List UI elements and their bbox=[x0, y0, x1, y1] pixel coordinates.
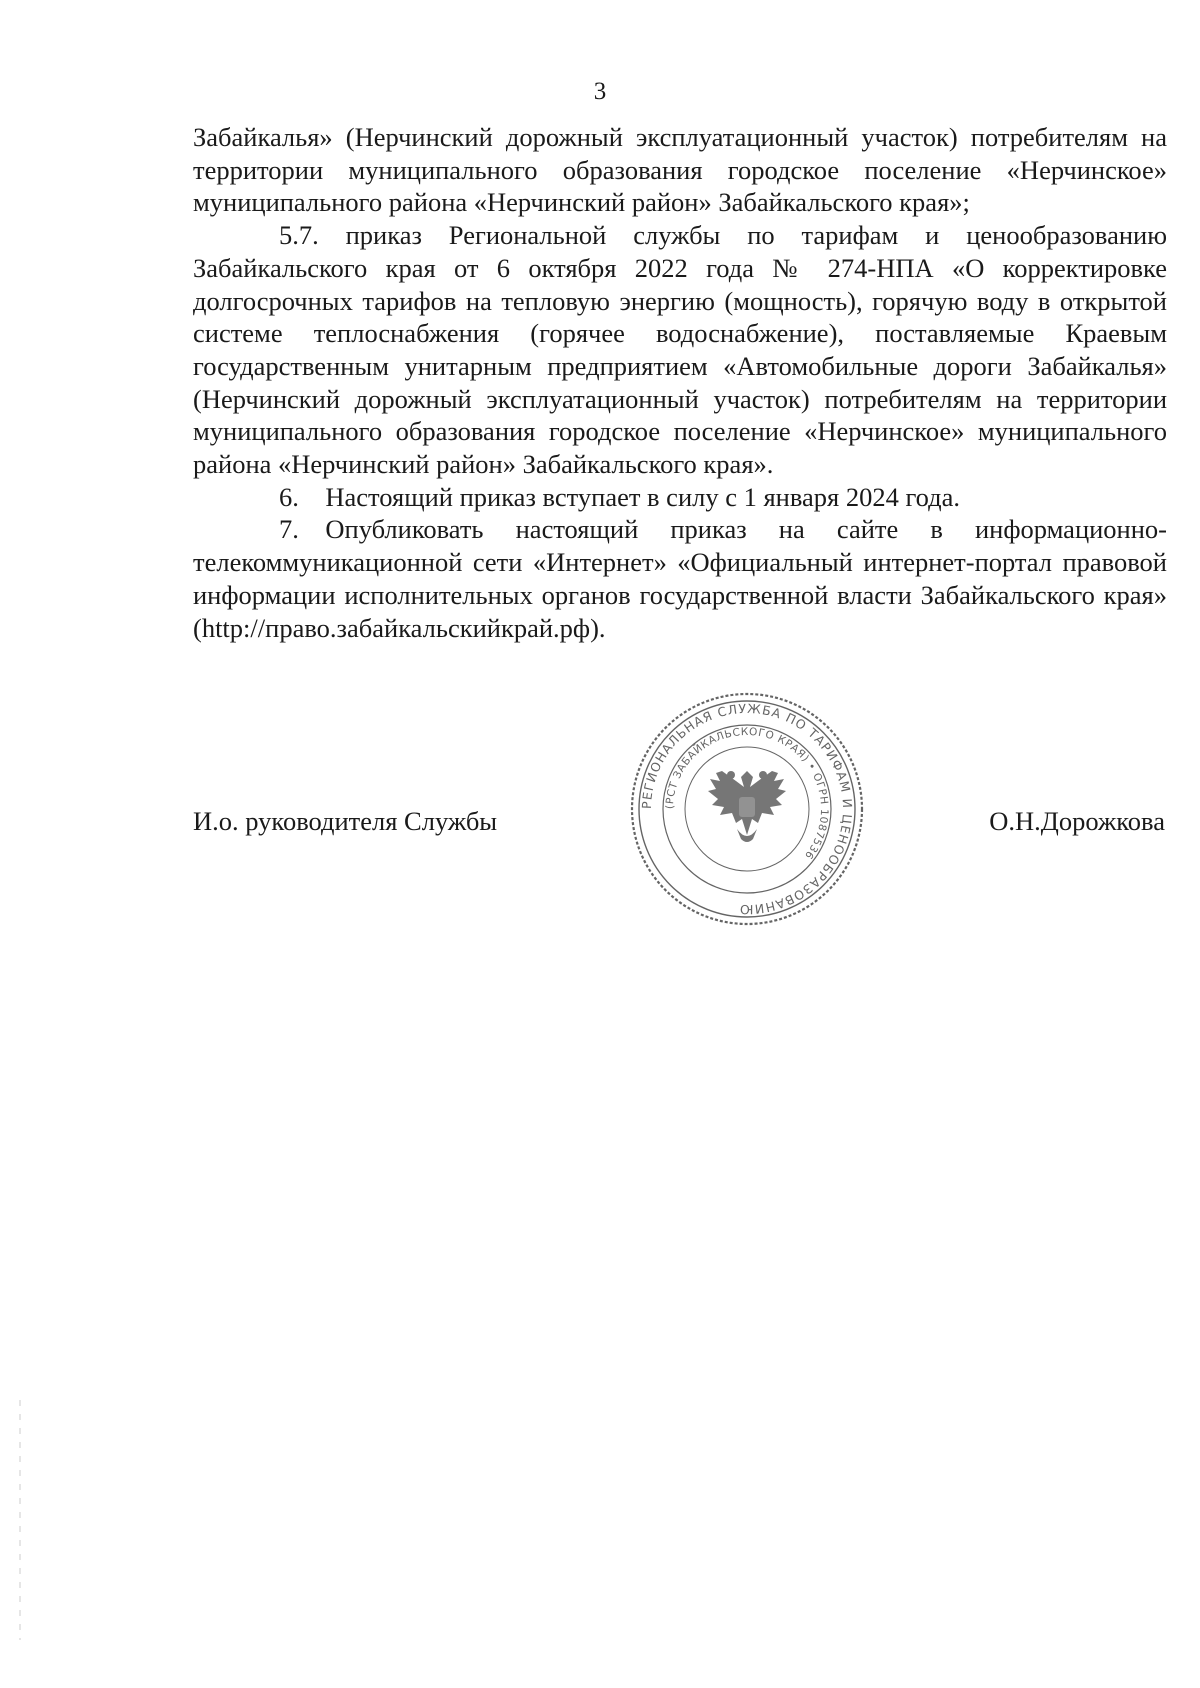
seal-graphic bbox=[627, 689, 867, 929]
paragraph-item-7: 7. Опубликовать настоящий приказ на сайте в информационно-телекоммуникационной сети «Интернет» «Официальный интернет-портал правовой информации исполнительных органов государственной власти Забайкальского края» (http://право.забайкальскийкрай.рф). bbox=[193, 514, 1167, 643]
double-headed-eagle-emblem bbox=[708, 771, 786, 842]
paragraph-continuation: Забайкалья» (Нерчинский дорожный эксплуатационный участок) потребителям на территории муниципального образования городское поселение «Нерчинское» муниципального района «Нерчинский район» Забайкальского края»; bbox=[193, 122, 1167, 218]
official-seal-stamp bbox=[627, 689, 867, 929]
scan-edge-mark bbox=[19, 1400, 21, 1640]
seal-outer-text: РЕГИОНАЛЬНАЯ СЛУЖБА ПО ТАРИФАМ И ЦЕНООБРАЗОВАНИЮ bbox=[638, 700, 856, 918]
signatory-name: О.Н.Дорожкова bbox=[989, 806, 1165, 836]
signatory-position: И.о. руководителя Службы bbox=[193, 806, 498, 836]
paragraph-item-5-7: 5.7. приказ Региональной службы по тарифам и ценообразованию Забайкальского края от 6 октября 2022 года № 274-НПА «О корректировке долгосрочных тарифов на тепловую энергию (мощность), горячую воду в открытой системе теплоснабжения (горячее водоснабжение), поставляемые Краевым государственным унитарным предприятием «Автомобильные дороги Забайкалья» (Нерчинский дорожный эксплуатационный участок) потребителям на территории муниципального образования городское поселение «Нерчинское» муниципального района «Нерчинский район» Забайкальского края». bbox=[193, 220, 1167, 480]
document-body bbox=[193, 121, 1167, 644]
page-number: 3 bbox=[593, 78, 607, 105]
paragraph-item-6: 6. Настоящий приказ вступает в силу с 1 января 2024 года. bbox=[279, 481, 961, 512]
seal-inner-text: (РСТ ЗАБАЙКАЛЬСКОГО КРАЯ) • ОГРН 1087536 bbox=[663, 725, 831, 862]
